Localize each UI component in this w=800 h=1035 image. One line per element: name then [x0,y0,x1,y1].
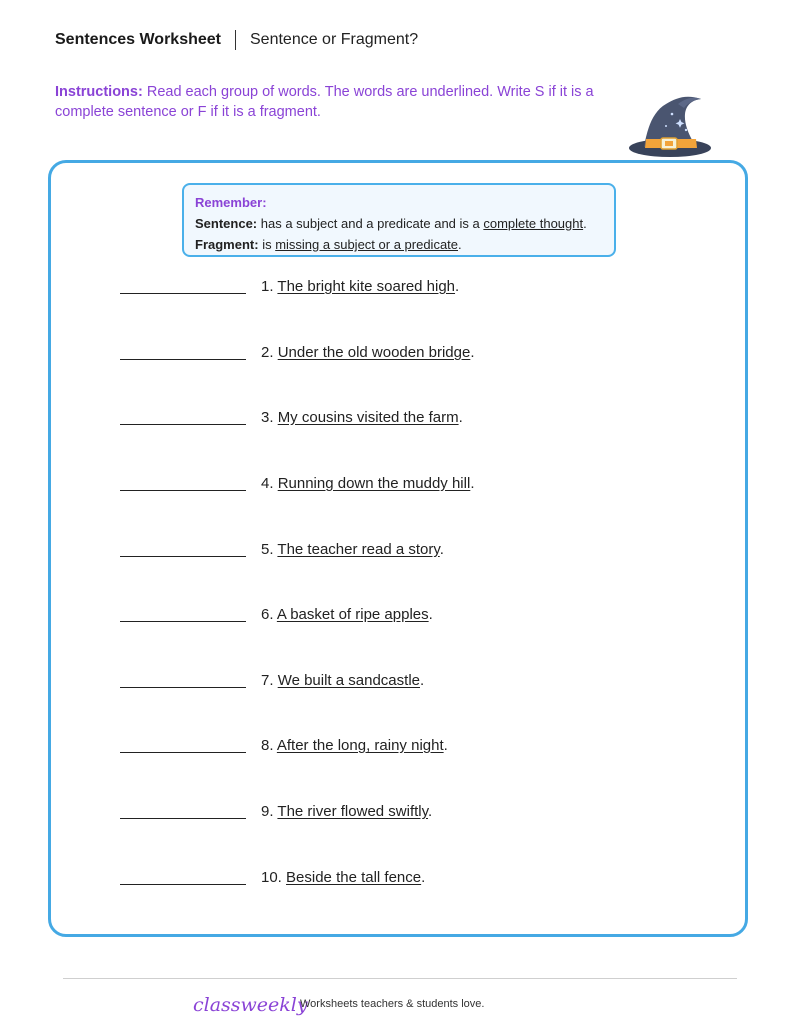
fragment-definition: Fragment: is missing a subject or a predicate. [195,237,462,252]
answer-blank[interactable] [120,424,246,425]
question-words: Running down the muddy hill [277,475,471,492]
sentence-label: Sentence: [195,216,258,231]
brand-logo: classweekly [193,994,308,1016]
question-text: 7. We built a sandcastle. [261,672,425,689]
question-words: Beside the tall fence [286,869,422,886]
answer-blank[interactable] [120,818,246,819]
question-words: Under the old wooden bridge [277,344,471,361]
question-number: 8. [261,737,274,754]
question-number: 3. [261,409,274,426]
question-text: 3. My cousins visited the farm. [261,409,463,426]
question-words: We built a sandcastle [277,672,420,689]
worksheet-subtitle: Sentence or Fragment? [250,31,419,48]
question-words: My cousins visited the farm [277,409,459,426]
question-words: After the long, rainy night [276,737,444,754]
question-text: 10. Beside the tall fence. [261,869,426,886]
question-number: 7. [261,672,274,689]
question-words: The river flowed swiftly [277,803,429,820]
remember-box [182,183,616,257]
question-text: 2. Under the old wooden bridge. [261,344,475,361]
fragment-label: Fragment: [195,237,259,252]
question-text: 4. Running down the muddy hill. [261,475,475,492]
question-words: The bright kite soared high [277,278,456,295]
answer-blank[interactable] [120,687,246,688]
header-divider [235,30,236,50]
sentence-text: has a subject and a predicate and is a [260,216,480,231]
question-text: 1. The bright kite soared high. [261,278,460,295]
worksheet-header [55,30,418,50]
question-text: 6. A basket of ripe apples. [261,606,433,623]
answer-blank[interactable] [120,293,246,294]
fragment-underlined: missing a subject or a predicate [275,237,459,252]
answer-blank[interactable] [120,556,246,557]
question-text: 9. The river flowed swiftly. [261,803,433,820]
instructions-text: Read each group of words. The words are underlined. Write S if it is a complete sentence or F if it is a fragment. [55,84,594,120]
question-number: 5. [261,541,274,558]
answer-blank[interactable] [120,752,246,753]
footer-tagline: Worksheets teachers & students love. [300,998,485,1010]
question-words: A basket of ripe apples [276,606,429,623]
question-number: 10. [261,869,282,886]
question-text: 5. The teacher read a story. [261,541,444,558]
question-words: The teacher read a story [277,541,440,558]
worksheet-title: Sentences Worksheet [55,31,221,48]
answer-blank[interactable] [120,621,246,622]
sentence-underlined: complete thought [483,216,584,231]
witch-hat-icon [628,90,712,162]
question-number: 1. [261,278,274,295]
instructions [55,82,625,122]
question-number: 6. [261,606,274,623]
footer-divider [63,978,737,979]
question-text: 8. After the long, rainy night. [261,737,448,754]
answer-blank[interactable] [120,884,246,885]
instructions-label: Instructions: [55,84,143,100]
question-number: 9. [261,803,274,820]
fragment-text: is [262,237,272,252]
sentence-definition: Sentence: has a subject and a predicate and is a complete thought. [195,216,587,231]
remember-heading: Remember: [195,195,267,210]
question-number: 4. [261,475,274,492]
question-number: 2. [261,344,274,361]
answer-blank[interactable] [120,359,246,360]
answer-blank[interactable] [120,490,246,491]
